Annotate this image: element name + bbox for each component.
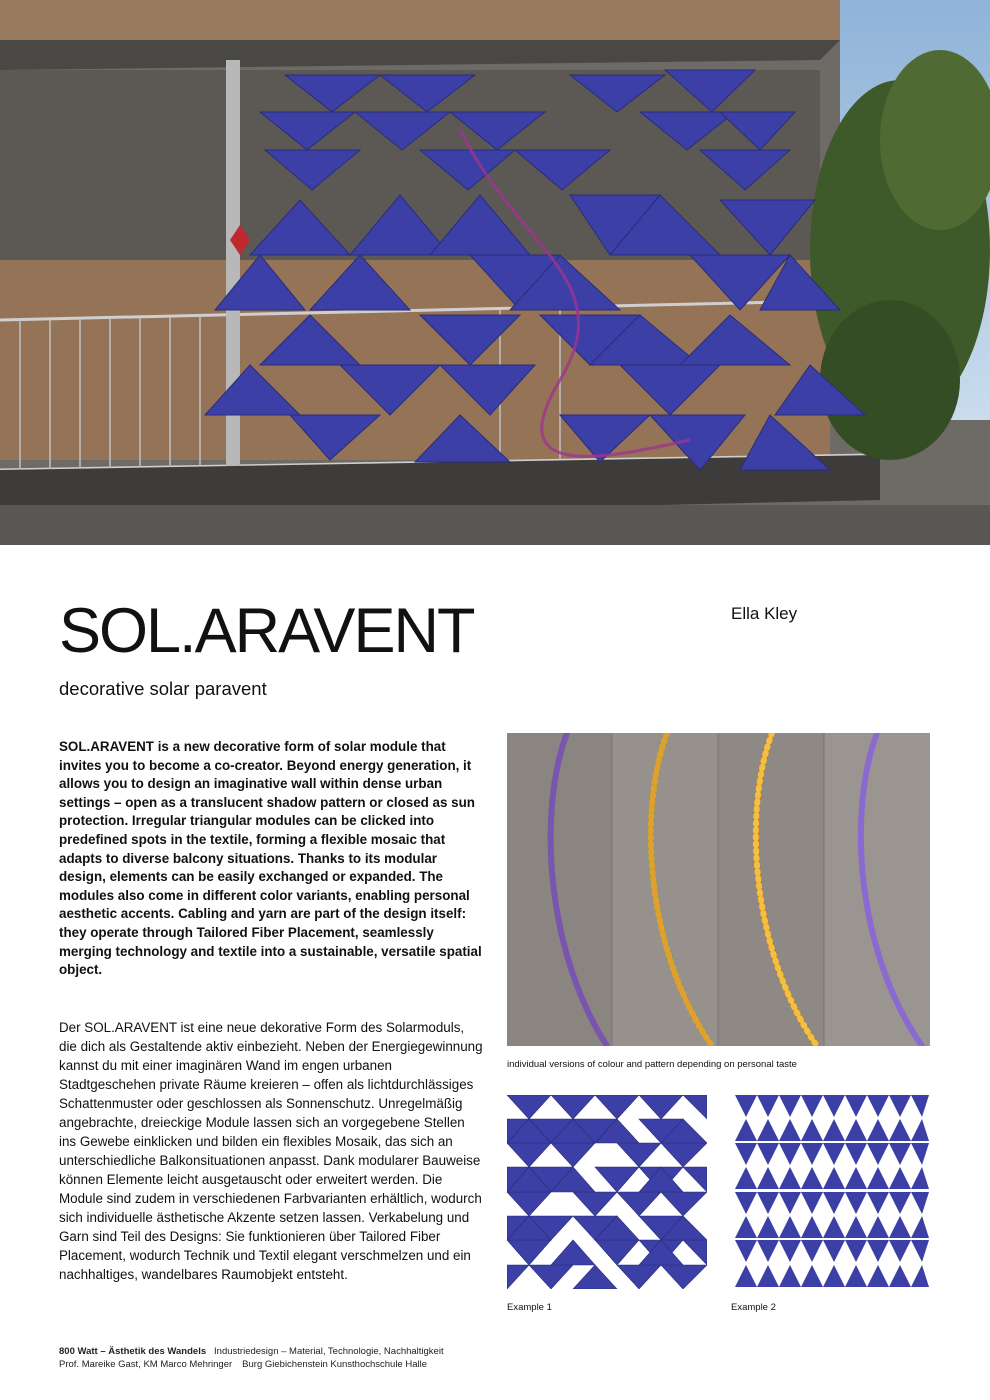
example-2-label: Example 2 [731, 1302, 776, 1313]
footer-supervisors: Prof. Mareike Gast, KM Marco Mehringer [59, 1359, 233, 1370]
page-title: SOL.ARAVENT [59, 596, 474, 666]
hero-photo [0, 0, 990, 545]
example-2-pattern [735, 1095, 929, 1294]
hero-balcony-illustration [0, 0, 990, 545]
description-english: SOL.ARAVENT is a new decorative form of solar module that invites you to become a co-creator. Beyond energy generation, it allows you to design an imaginative wall within dense urban settings – open as a translucent shadow pattern or closed as sun protection. Irregular triangular modules can be clicked into predefined spots in the textile, forming a flexible mosaic that adapts to diverse balcony situations. Thanks to its modular design, elements can be easily exchanged or expanded. The modules also come in different color variants, enabling personal aesthetic accents. Cabling and yarn are part of the design itself: they operate through Tailored Fiber Placement, seamlessly merging technology and textile into a sustainable, versatile spatial object. [59, 739, 482, 978]
footer-institution: Burg Giebichenstein Kunsthochschule Halle [242, 1359, 428, 1370]
textile-variants-photo [507, 733, 930, 1046]
footer-course-subtitle: Industriedesign – Material, Technologie, Nachhaltigkeit [214, 1346, 444, 1357]
footer-course-title: 800 Watt – Ästhetik des Wandels [59, 1346, 207, 1357]
description-german: Der SOL.ARAVENT ist eine neue dekorative Form des Solarmoduls, die dich als Gestaltende aktiv einbezieht. Neben der Energiegewinnung kannst du mit einer imaginären Wand im engen urbanen Stadtgeschehen private Räume kreieren – offen als lichtdurchlässiges Schattenmuster oder geschlossen als Sonnenschutz. Unregelmäßig angebrachte, dreieckige Module lassen sich an vorgegebene Stellen ins Gewebe einklicken und bilden ein flexibles Mosaik, das sich an unterschiedliche Balkonsituationen anpasst. Dank modularer Bauweise können Elemente leicht ausgetauscht oder erweitert werden. Die Module sind zudem in verschiedenen Farbvarianten erhältlich, wodurch sich individuelle ästhetische Akzente setzen lassen. Verkabelung und Garn sind Teil des Designs: Sie funktionieren über Tailored Fiber Placement, wodurch Technik und Textil elegant verschmelzen und ein nachhaltiges, wandelbares Raumobjekt entsteht. [59, 1020, 483, 1282]
author-name: Ella Kley [731, 604, 798, 623]
photo-caption: individual versions of colour and pattern depending on personal taste [507, 1059, 797, 1070]
example-1-pattern [507, 1095, 707, 1294]
footer [59, 1345, 454, 1371]
page-subtitle: decorative solar paravent [59, 678, 267, 699]
example-1-label: Example 1 [507, 1302, 552, 1313]
